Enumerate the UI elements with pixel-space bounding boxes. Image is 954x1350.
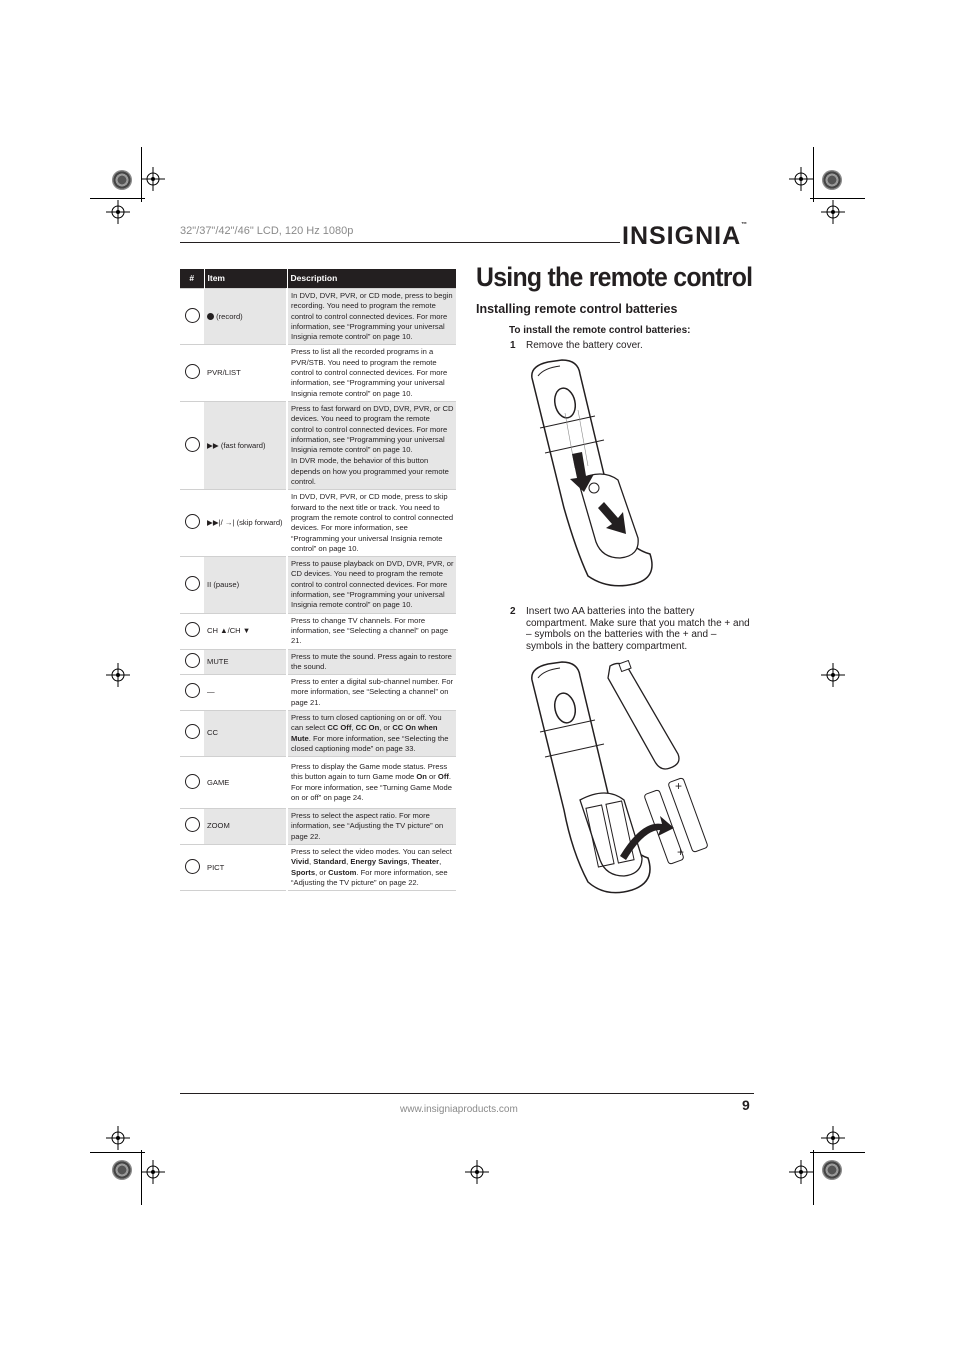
item-cell: — [204, 675, 287, 711]
description-cell: Press to pause playback on DVD, DVR, PVR, or CD devices. You need to program the remote control to control connected devices. For more information, see “Programming your universal Insignia remote control” on page 10. [287, 557, 456, 613]
item-cell: CH ▲/CH ▼ [204, 613, 287, 649]
table-row [180, 649, 456, 675]
callout-number-circle [185, 859, 200, 874]
table-row [180, 557, 456, 613]
callout-number-circle [185, 683, 200, 698]
table-row [180, 845, 456, 891]
table-row [180, 675, 456, 711]
item-cell: PICT [204, 845, 287, 891]
description-cell: Press to select the aspect ratio. For more information, see “Adjusting the TV picture” on page 22. [287, 809, 456, 845]
page-number: 9 [742, 1097, 750, 1113]
procedure-heading: To install the remote control batteries: [509, 325, 691, 336]
column-header-number: # [180, 269, 204, 289]
remove-battery-cover-illustration [520, 358, 660, 588]
svg-text:+: + [677, 845, 685, 859]
registration-crosshair-icon [465, 1160, 489, 1184]
footer-url: www.insigniaproducts.com [400, 1104, 518, 1115]
table-row [180, 401, 456, 489]
column-header-description: Description [287, 269, 456, 289]
callout-number-circle [185, 817, 200, 832]
description-cell: Press to select the video modes. You can select Vivid, Standard, Energy Savings, Theater, Sports, or Custom. For more information, see “Adjusting the TV picture” on page 22. [287, 845, 456, 891]
registration-crosshair-icon [821, 200, 845, 224]
registration-rosette-icon [822, 170, 842, 190]
registration-crosshair-icon [141, 1160, 165, 1184]
registration-crosshair-icon [789, 167, 813, 191]
section-heading: Installing remote control batteries [476, 302, 678, 316]
description-cell: Press to mute the sound. Press again to restore the sound. [287, 649, 456, 675]
item-cell: MUTE [204, 649, 287, 675]
item-cell: (record) [204, 289, 287, 345]
description-cell: Press to change TV channels. For more information, see “Selecting a channel” on page 21. [287, 613, 456, 649]
table-row [180, 613, 456, 649]
description-cell: Press to turn closed captioning on or off. You can select CC Off, CC On, or CC On when Mute. For more information, see “Selecting the closed captioning mode” on page 33. [287, 710, 456, 756]
step-item [510, 606, 760, 656]
remote-buttons-table [180, 269, 456, 891]
registration-crosshair-icon [821, 1126, 845, 1150]
table-header-row [180, 269, 456, 289]
description-cell: Press to fast forward on DVD, DVR, PVR, or CD devices. You need to program the remote control to control connected devices. For more information, see “Programming your universal Insignia remote control” on page 10. In DVR mode, the behavior of this button depends on how you programmed your remote control. [287, 401, 456, 489]
item-cell: ▶▶|/ →| (skip forward) [204, 490, 287, 557]
item-cell: GAME [204, 757, 287, 809]
registration-crosshair-icon [821, 663, 845, 687]
callout-number-circle [185, 724, 200, 739]
table-row [180, 289, 456, 345]
table-row [180, 710, 456, 756]
step-item [510, 340, 760, 354]
description-cell: In DVD, DVR, PVR, or CD mode, press to skip forward to the next title or track. You need to program the remote control to control connected devices. For more information, see “Programming your universal Insignia remote control” on page 10. [287, 490, 456, 557]
table-row [180, 757, 456, 809]
table-row [180, 490, 456, 557]
header-rule [180, 242, 620, 243]
registration-crosshair-icon [106, 663, 130, 687]
registration-crosshair-icon [106, 200, 130, 224]
description-cell: Press to list all the recorded programs in a PVR/STB. You need to program the remote control to control connected devices. For more information, see “Programming your universal Insignia remote control” on page 10. [287, 345, 456, 401]
registration-crosshair-icon [106, 1126, 130, 1150]
description-cell: Press to display the Game mode status. Press this button again to turn Game mode On or Off. For more information, see “Turning Game Mode on or off” on page 24. [287, 757, 456, 809]
step-number: 1 [510, 340, 516, 351]
callout-number-circle [185, 774, 200, 789]
footer-rule [180, 1093, 754, 1094]
record-dot-icon [207, 313, 214, 320]
callout-number-circle [185, 308, 200, 323]
registration-rosette-icon [112, 1160, 132, 1180]
insignia-logo [622, 222, 748, 251]
item-cell: ZOOM [204, 809, 287, 845]
callout-number-circle [185, 514, 200, 529]
fast-forward-icon: ▶▶ [207, 440, 219, 450]
page-title: Using the remote control [476, 262, 753, 292]
insert-batteries-illustration [520, 660, 720, 900]
step-text: Insert two AA batteries into the battery compartment. Make sure that you match the + and – symbols on the batteries with the + and – symbols in the battery compartment. [526, 606, 750, 652]
column-header-item: Item [204, 269, 287, 289]
item-cell: ▶▶ (fast forward) [204, 401, 287, 489]
description-cell: In DVD, DVR, PVR, or CD mode, press to begin recording. You need to program the remote control to control connected devices. For more information, see “Programming your universal Insignia remote control” on page 10. [287, 289, 456, 345]
callout-number-circle [185, 576, 200, 591]
callout-number-circle [185, 622, 200, 637]
item-cell: PVR/LIST [204, 345, 287, 401]
description-cell: Press to enter a digital sub-channel number. For more information, see “Selecting a channel” on page 21. [287, 675, 456, 711]
registration-rosette-icon [112, 170, 132, 190]
logo-trademark: ™ [741, 222, 749, 228]
registration-rosette-icon [822, 1160, 842, 1180]
svg-text:+: + [675, 779, 683, 793]
callout-number-circle [185, 653, 200, 668]
registration-crosshair-icon [141, 167, 165, 191]
pause-icon: II [207, 579, 212, 589]
item-cell: II (pause) [204, 557, 287, 613]
step-text: Remove the battery cover. [526, 340, 643, 351]
skip-forward-icon: ▶▶|/ →| [207, 518, 235, 528]
table-row [180, 809, 456, 845]
logo-text: INSIGNIA [622, 222, 742, 250]
header-model-text: 32"/37"/42"/46" LCD, 120 Hz 1080p [180, 225, 354, 237]
registration-crosshair-icon [789, 1160, 813, 1184]
callout-number-circle [185, 364, 200, 379]
step-number: 2 [510, 606, 516, 617]
item-cell: CC [204, 710, 287, 756]
table-row [180, 345, 456, 401]
callout-number-circle [185, 437, 200, 452]
